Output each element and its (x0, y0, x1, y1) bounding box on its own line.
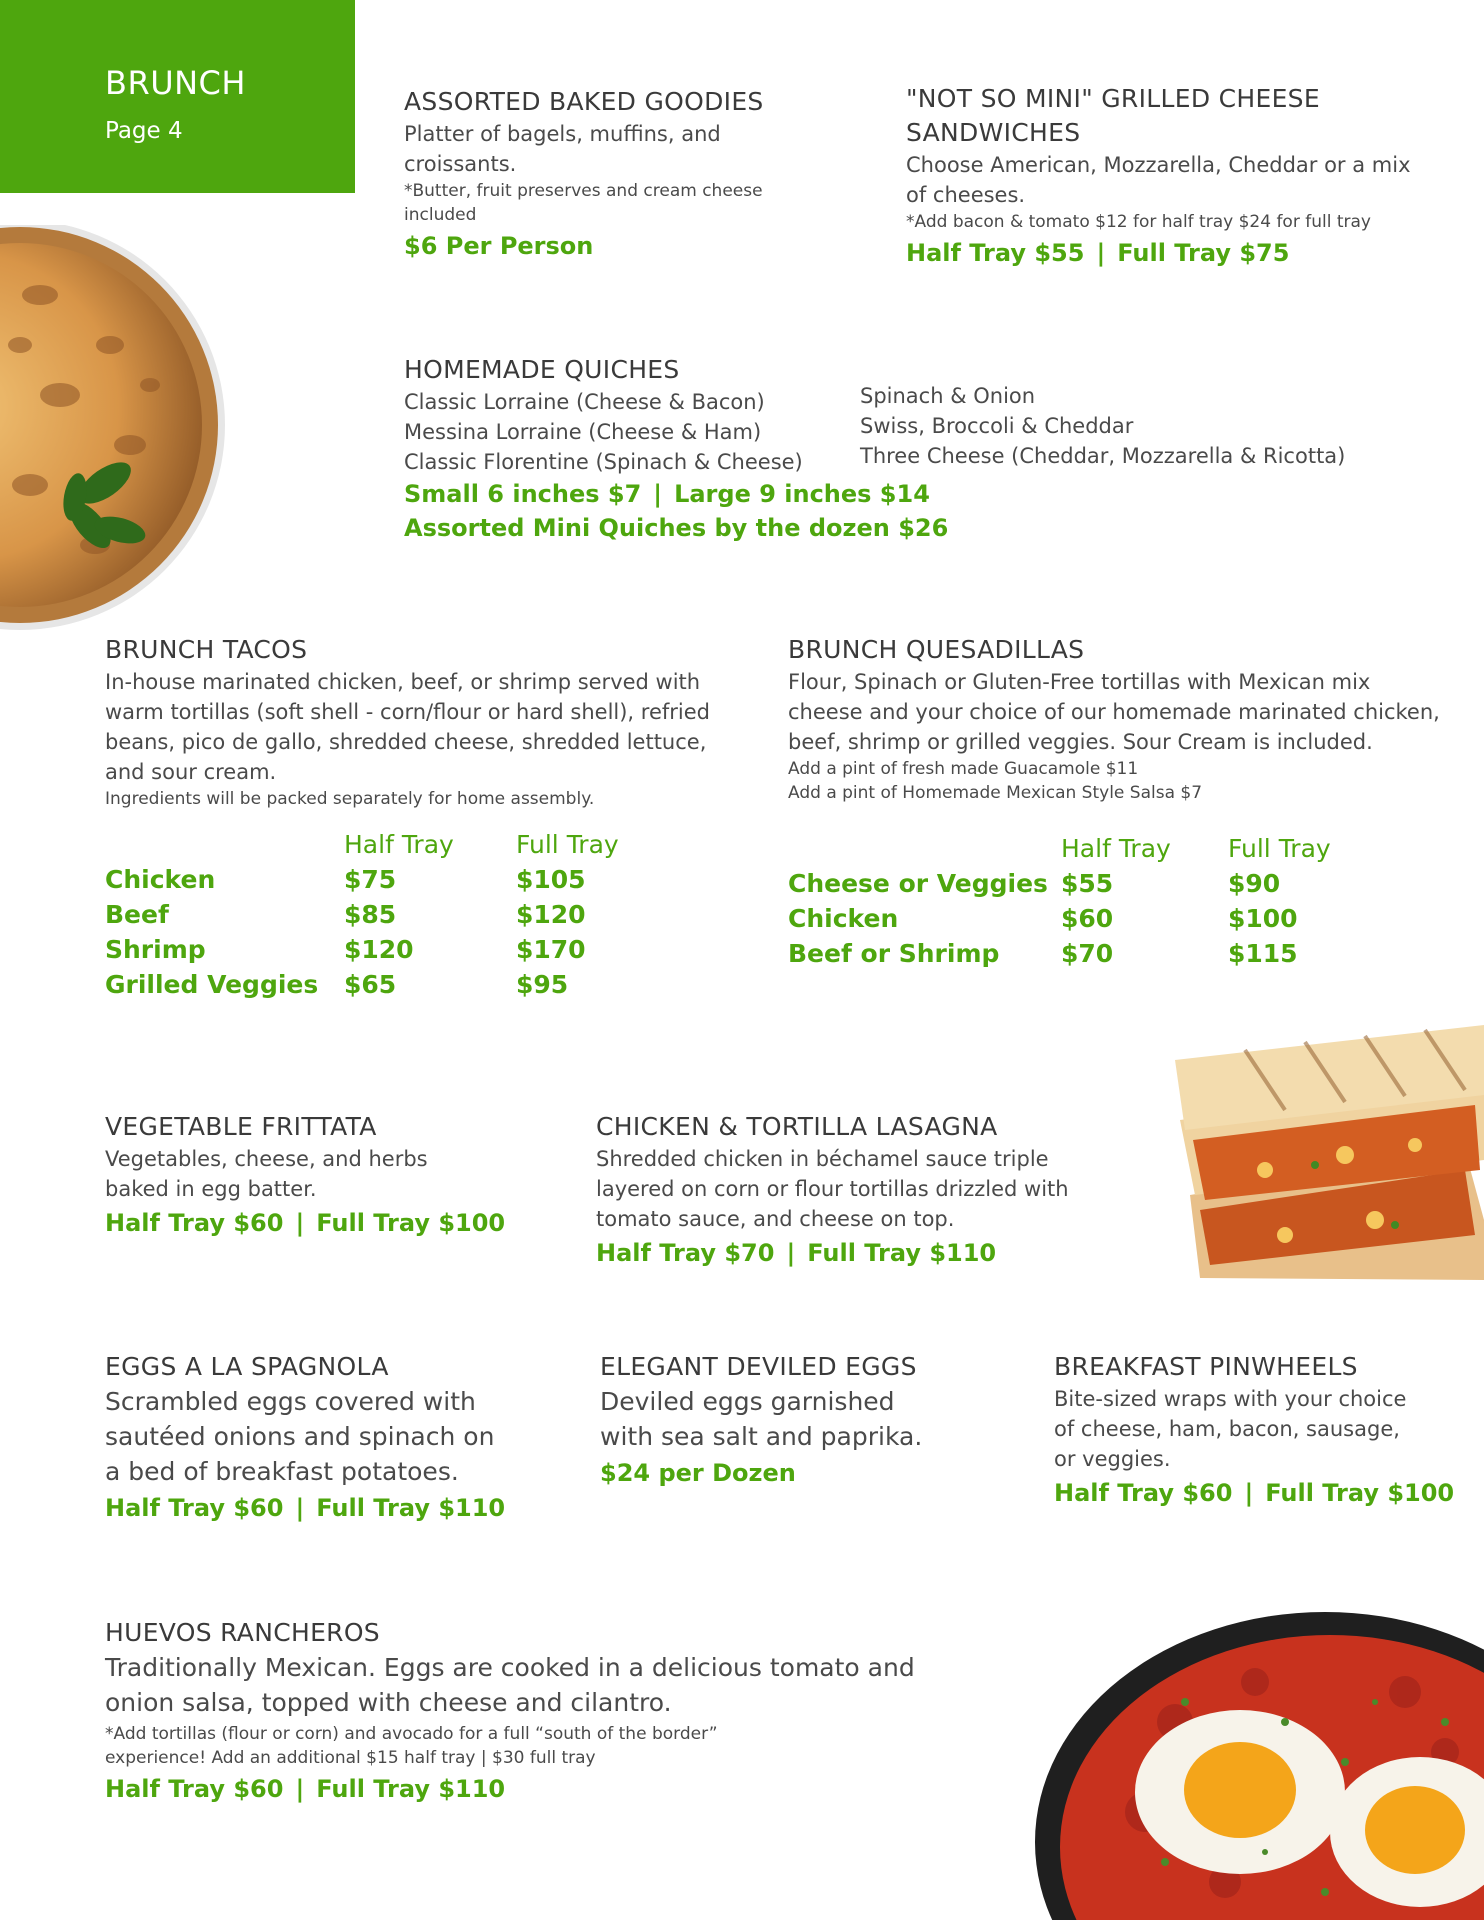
price-separator: | (295, 1209, 305, 1237)
col-full-tray: Full Tray (516, 830, 619, 859)
price-separator: | (1244, 1479, 1254, 1507)
price-full: $115 (1228, 939, 1298, 968)
price-full: $100 (1228, 904, 1298, 933)
section-brunch-tacos (105, 633, 745, 1002)
huevos-rancheros-image (1025, 1612, 1484, 1920)
price-half: $75 (344, 865, 397, 894)
tacos-desc-line: and sour cream. (105, 760, 277, 784)
lasagna-title: CHICKEN & TORTILLA LASAGNA (596, 1112, 998, 1141)
item-name: Cheese or Veggies (788, 869, 1048, 898)
frittata-price (105, 1206, 525, 1240)
price-half: $60 (1061, 904, 1114, 933)
grilled-price (906, 236, 1446, 270)
lasagna-price (596, 1236, 1116, 1270)
quiche-item: Classic Lorraine (Cheese & Bacon) (404, 390, 765, 414)
quesadillas-price-table (788, 831, 1331, 971)
huevos-price-full: Full Tray $110 (316, 1775, 506, 1803)
grilled-title-line: "NOT SO MINI" GRILLED CHEESE (906, 84, 1320, 113)
baked-note-line: *Butter, fruit preserves and cream cheese (404, 181, 763, 201)
quesadillas-desc-line: beef, shrimp or grilled veggies. Sour Cream is included. (788, 730, 1373, 754)
section-deviled-eggs (600, 1350, 1020, 1490)
quiches-price-sizes (404, 477, 1404, 511)
section-breakfast-pinwheels (1054, 1350, 1474, 1510)
quesadillas-note: Add a pint of fresh made Guacamole $11 (788, 759, 1139, 779)
lasagna-desc-line: tomato sauce, and cheese on top. (596, 1207, 955, 1231)
spagnola-title: EGGS A LA SPAGNOLA (105, 1352, 389, 1381)
col-half-tray: Half Tray (344, 830, 454, 859)
price-full: $95 (516, 970, 569, 999)
lasagna-price-half: Half Tray $70 (596, 1239, 775, 1267)
price-separator: | (295, 1494, 305, 1522)
item-name: Chicken (788, 904, 899, 933)
lasagna-desc-line: layered on corn or flour tortillas drizzled with (596, 1177, 1069, 1201)
price-full: $90 (1228, 869, 1281, 898)
spagnola-price-half: Half Tray $60 (105, 1494, 284, 1522)
table-row (105, 897, 619, 932)
frittata-desc-line: Vegetables, cheese, and herbs (105, 1147, 428, 1171)
huevos-note-line: *Add tortillas (flour or corn) and avocado for a full “south of the border” (105, 1724, 718, 1744)
baked-price: $6 Per Person (404, 232, 594, 260)
tacos-desc-line: beans, pico de gallo, shredded cheese, shredded lettuce, (105, 730, 707, 754)
item-name: Beef or Shrimp (788, 939, 1000, 968)
price-separator: | (1096, 239, 1106, 267)
baked-title: ASSORTED BAKED GOODIES (404, 87, 764, 116)
spagnola-price-full: Full Tray $110 (316, 1494, 506, 1522)
quesadillas-note: Add a pint of Homemade Mexican Style Salsa $7 (788, 783, 1203, 803)
quiches-price-large: Large 9 inches $14 (674, 480, 930, 508)
table-row (788, 901, 1331, 936)
price-full: $120 (516, 900, 586, 929)
grilled-desc-line: of cheeses. (906, 183, 1026, 207)
item-name: Beef (105, 900, 169, 929)
quiche-image (0, 225, 230, 630)
grilled-price-full: Full Tray $75 (1117, 239, 1290, 267)
baked-desc-line: Platter of bagels, muffins, and (404, 122, 721, 146)
section-huevos-rancheros (105, 1616, 1005, 1806)
quesadillas-desc-line: cheese and your choice of our homemade marinated chicken, (788, 700, 1440, 724)
pinwheels-title: BREAKFAST PINWHEELS (1054, 1352, 1358, 1381)
pinwheels-price-half: Half Tray $60 (1054, 1479, 1233, 1507)
pinwheels-price (1054, 1476, 1474, 1510)
col-full-tray: Full Tray (1228, 834, 1331, 863)
section-chicken-tortilla-lasagna (596, 1110, 1116, 1270)
price-half: $55 (1061, 869, 1114, 898)
grilled-note: *Add bacon & tomato $12 for half tray $24 for full tray (906, 212, 1371, 232)
spagnola-desc-line: sautéed onions and spinach on (105, 1422, 495, 1451)
section-vegetable-frittata (105, 1110, 525, 1240)
banner-title: BRUNCH (105, 64, 246, 102)
table-header-row (105, 827, 619, 862)
huevos-title: HUEVOS RANCHEROS (105, 1618, 380, 1647)
frittata-desc-line: baked in egg batter. (105, 1177, 317, 1201)
price-separator: | (786, 1239, 796, 1267)
table-row (105, 967, 619, 1002)
section-eggs-spagnola (105, 1350, 555, 1525)
price-separator: | (295, 1775, 305, 1803)
price-full: $105 (516, 865, 586, 894)
tacos-title: BRUNCH TACOS (105, 635, 308, 664)
spagnola-desc-line: Scrambled eggs covered with (105, 1387, 476, 1416)
table-row (105, 862, 619, 897)
quiches-price-mini: Assorted Mini Quiches by the dozen $26 (404, 514, 949, 542)
table-row (788, 936, 1331, 971)
quiche-item: Swiss, Broccoli & Cheddar (860, 414, 1134, 438)
item-name: Shrimp (105, 935, 206, 964)
quesadillas-desc-line: Flour, Spinach or Gluten-Free tortillas with Mexican mix (788, 670, 1371, 694)
huevos-desc-line: onion salsa, topped with cheese and cilantro. (105, 1688, 672, 1717)
quiches-price-small: Small 6 inches $7 (404, 480, 642, 508)
grilled-desc-line: Choose American, Mozzarella, Cheddar or a mix (906, 153, 1411, 177)
item-name: Grilled Veggies (105, 970, 319, 999)
spagnola-desc-line: a bed of breakfast potatoes. (105, 1457, 459, 1486)
pinwheels-desc-line: or veggies. (1054, 1447, 1171, 1471)
pinwheels-desc-line: of cheese, ham, bacon, sausage, (1054, 1417, 1400, 1441)
lasagna-desc-line: Shredded chicken in béchamel sauce triple (596, 1147, 1049, 1171)
table-header-row (788, 831, 1331, 866)
price-full: $170 (516, 935, 586, 964)
spagnola-price (105, 1491, 555, 1525)
deviled-price: $24 per Dozen (600, 1459, 796, 1487)
section-quiches (404, 353, 1404, 545)
frittata-price-half: Half Tray $60 (105, 1209, 284, 1237)
table-row (105, 932, 619, 967)
section-grilled-cheese (906, 82, 1446, 270)
quiche-item: Messina Lorraine (Cheese & Ham) (404, 420, 762, 444)
item-name: Chicken (105, 865, 216, 894)
pinwheels-desc-line: Bite-sized wraps with your choice (1054, 1387, 1407, 1411)
tacos-desc-line: warm tortillas (soft shell - corn/flour or hard shell), refried (105, 700, 710, 724)
section-baked-goodies (404, 85, 824, 263)
quesadilla-image (1165, 1020, 1484, 1285)
quiches-list-right (860, 381, 1345, 477)
lasagna-price-full: Full Tray $110 (807, 1239, 997, 1267)
grilled-title-line: SANDWICHES (906, 118, 1081, 147)
pinwheels-price-full: Full Tray $100 (1265, 1479, 1455, 1507)
huevos-price-half: Half Tray $60 (105, 1775, 284, 1803)
huevos-note-line: experience! Add an additional $15 half tray | $30 full tray (105, 1748, 596, 1768)
banner-page-number: Page 4 (105, 118, 183, 144)
baked-desc-line: croissants. (404, 152, 517, 176)
deviled-title: ELEGANT DEVILED EGGS (600, 1352, 917, 1381)
grilled-price-half: Half Tray $55 (906, 239, 1085, 267)
table-row (788, 866, 1331, 901)
huevos-price (105, 1772, 1005, 1806)
deviled-desc-line: with sea salt and paprika. (600, 1422, 923, 1451)
deviled-desc-line: Deviled eggs garnished (600, 1387, 895, 1416)
quiche-item: Spinach & Onion (860, 384, 1036, 408)
quiches-list-left (404, 387, 860, 477)
quiches-title: HOMEMADE QUICHES (404, 355, 680, 384)
quiche-item: Classic Florentine (Spinach & Cheese) (404, 450, 803, 474)
tacos-desc-line: In-house marinated chicken, beef, or shrimp served with (105, 670, 701, 694)
section-brunch-quesadillas (788, 633, 1468, 971)
col-half-tray: Half Tray (1061, 834, 1171, 863)
quesadillas-title: BRUNCH QUESADILLAS (788, 635, 1085, 664)
frittata-price-full: Full Tray $100 (316, 1209, 506, 1237)
baked-note-line: included (404, 205, 477, 225)
price-half: $120 (344, 935, 414, 964)
page-banner (0, 0, 355, 193)
quiche-item: Three Cheese (Cheddar, Mozzarella & Ricotta) (860, 444, 1346, 468)
huevos-desc-line: Traditionally Mexican. Eggs are cooked in a delicious tomato and (105, 1653, 915, 1682)
price-half: $65 (344, 970, 397, 999)
tacos-note: Ingredients will be packed separately for home assembly. (105, 789, 595, 809)
price-half: $70 (1061, 939, 1114, 968)
frittata-title: VEGETABLE FRITTATA (105, 1112, 377, 1141)
price-separator: | (653, 480, 663, 508)
tacos-price-table (105, 827, 619, 1002)
price-half: $85 (344, 900, 397, 929)
